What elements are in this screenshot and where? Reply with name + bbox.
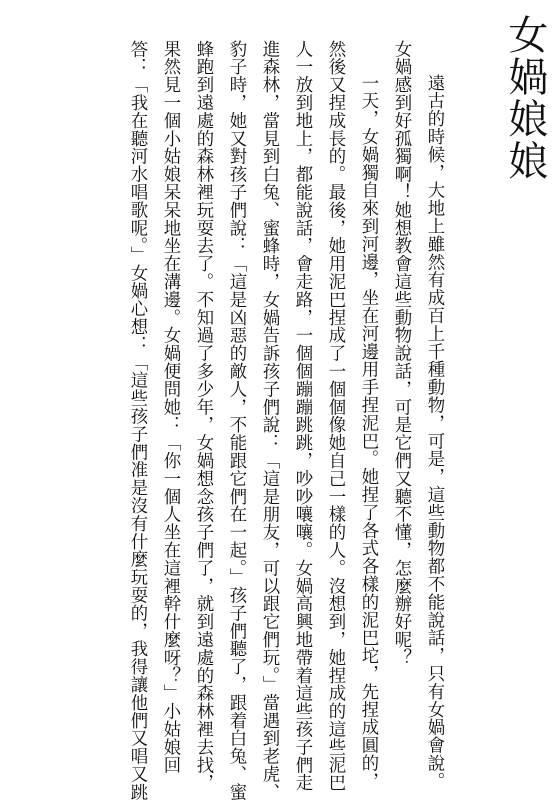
document-title: 女媧娘娘 [501,14,548,182]
text-column-2: 女媧感到好孤獨啊！她想教會這些動物說話，可是它們又聽不懂，怎麼辦好呢？ [391,40,411,667]
text-column-6: 進森林，當見到白兔、蜜蜂時，女媧告訴孩子們說：「這是朋友，可以跟它們玩。」當遇到老虎、 [259,40,279,801]
document-body [120,40,450,801]
text-column-8: 蜂跑到遠處的森林裡玩耍去了。不知過了多少年，女媧想念孩子們了，就到遠處的森林裡去找， [193,40,213,792]
text-column-4: 然後又捏成長的。最後，她用泥巴捏成了一個個像她自己一樣的人。沒想到，她捏成的這些泥巴 [325,40,345,792]
text-column-1: 遠古的時候，大地上雖然有成百上千種動物，可是，這些動物都不能說話，只有女媧會說。 [424,74,444,790]
text-column-9: 果然見一個小姑娘呆呆地坐在溝邊。女媧便問她：「你一個人坐在這裡幹什麼呀？」小姑娘回 [160,40,180,774]
text-column-3: 一天，女媧獨自來到河邊，坐在河邊用手捏泥巴。她捏了各式各樣的泥巴坨，先捏成圓的， [358,74,378,790]
text-column-10: 答：「我在聽河水唱歌呢。」女媧心想：「這些孩子們准是沒有什麼玩耍的，我得讓他們又唱又跳 [127,40,147,801]
text-column-5: 人一放到地上，都能說話，會走路，一個個蹦蹦跳跳，吵吵嚷嚷。女媧高興地帶着這些孩子們走 [292,40,312,792]
text-column-7: 豹子時，她又對孩子們說：「這是凶惡的敵人，不能跟它們在一起。」孩子們聽了，跟着白兔、蜜 [226,40,246,801]
